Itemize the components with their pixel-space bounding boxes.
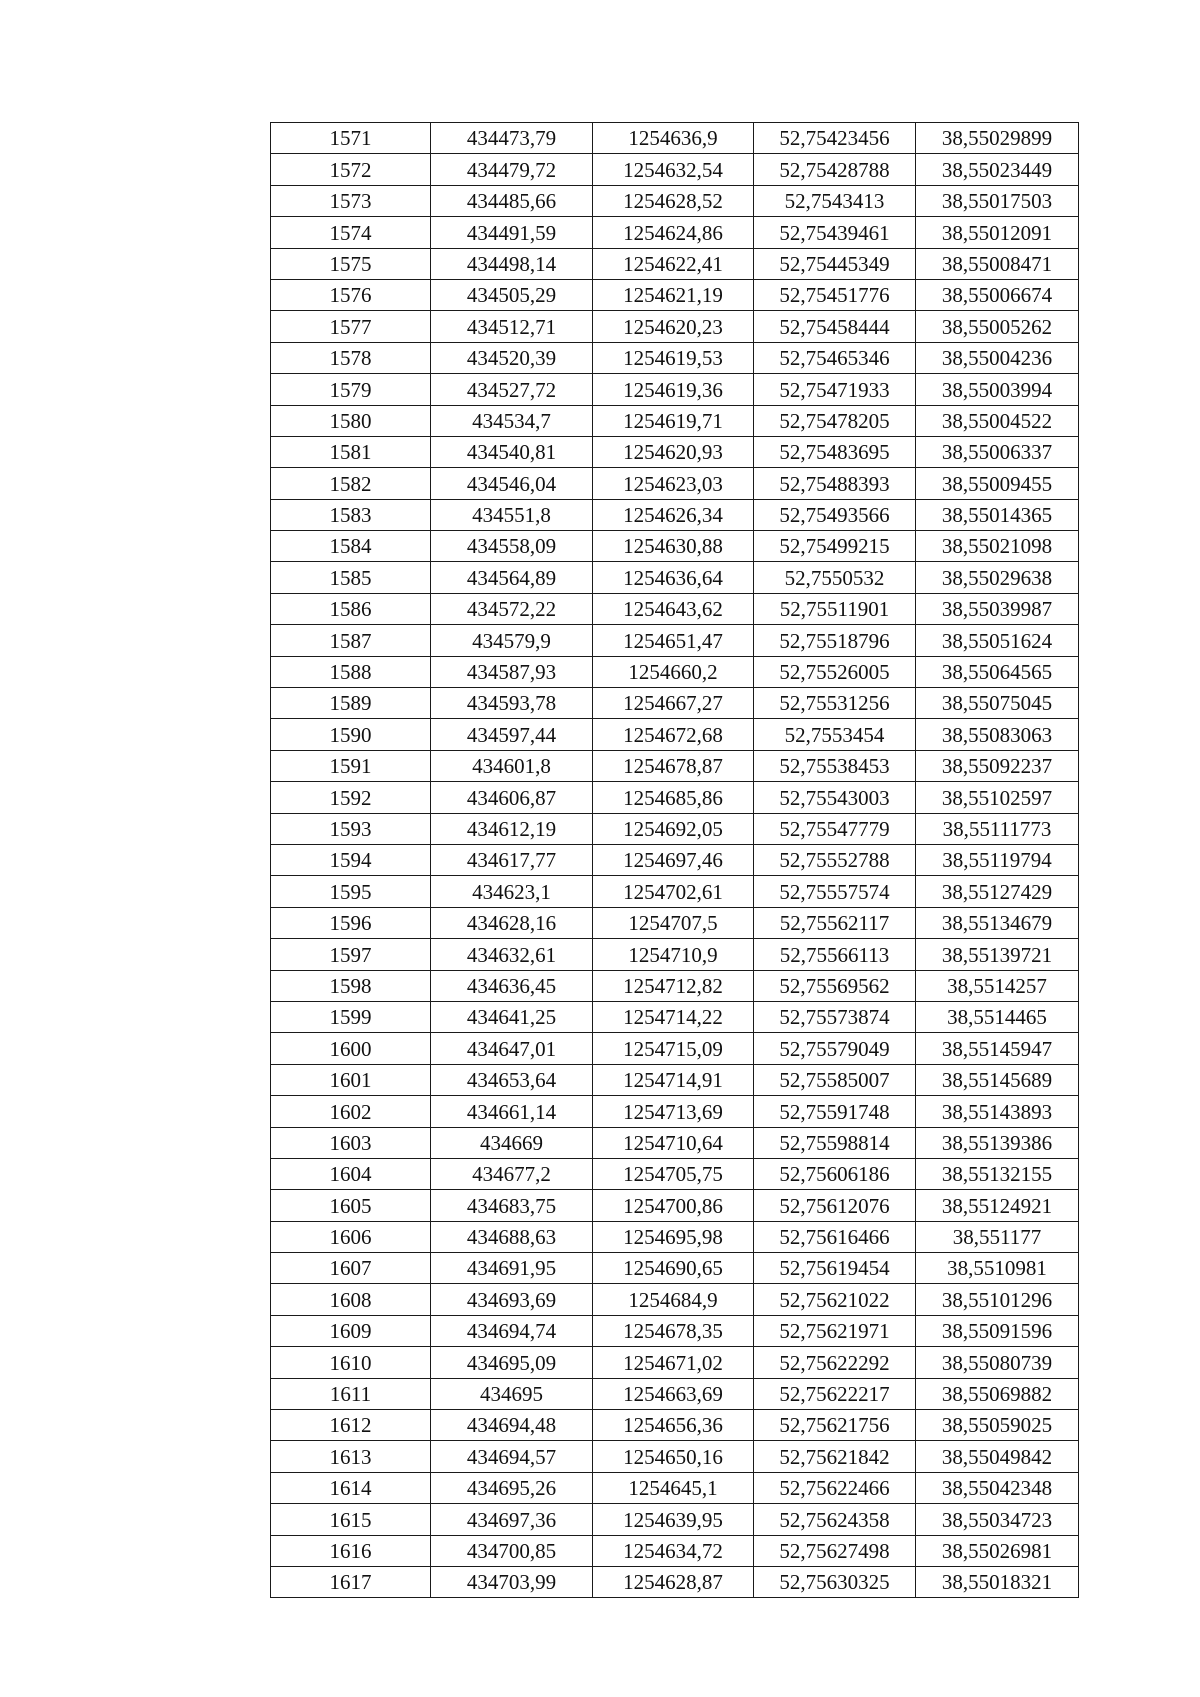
table-row [271, 1221, 1079, 1252]
y-coordinate-cell: 1254620,23 [593, 311, 754, 342]
latitude-cell: 52,75471933 [754, 374, 916, 405]
table-row [271, 1033, 1079, 1064]
table-row [271, 342, 1079, 373]
longitude-cell: 38,55049842 [916, 1441, 1079, 1472]
latitude-cell: 52,75591748 [754, 1096, 916, 1127]
point-number-cell: 1572 [271, 154, 431, 185]
y-coordinate-cell: 1254619,53 [593, 342, 754, 373]
longitude-cell: 38,55083063 [916, 719, 1079, 750]
latitude-cell: 52,75557574 [754, 876, 916, 907]
y-coordinate-cell: 1254714,91 [593, 1064, 754, 1095]
y-coordinate-cell: 1254651,47 [593, 625, 754, 656]
table-row [271, 123, 1079, 154]
point-number-cell: 1607 [271, 1253, 431, 1284]
table-row [271, 1472, 1079, 1503]
x-coordinate-cell: 434628,16 [431, 907, 593, 938]
x-coordinate-cell: 434691,95 [431, 1253, 593, 1284]
point-number-cell: 1606 [271, 1221, 431, 1252]
table-row [271, 1378, 1079, 1409]
point-number-cell: 1616 [271, 1535, 431, 1566]
latitude-cell: 52,75579049 [754, 1033, 916, 1064]
table-row [271, 750, 1079, 781]
x-coordinate-cell: 434677,2 [431, 1158, 593, 1189]
latitude-cell: 52,75547779 [754, 813, 916, 844]
latitude-cell: 52,75518796 [754, 625, 916, 656]
longitude-cell: 38,55139721 [916, 939, 1079, 970]
longitude-cell: 38,55127429 [916, 876, 1079, 907]
latitude-cell: 52,75531256 [754, 688, 916, 719]
point-number-cell: 1580 [271, 405, 431, 436]
point-number-cell: 1599 [271, 1001, 431, 1032]
longitude-cell: 38,55003994 [916, 374, 1079, 405]
latitude-cell: 52,75630325 [754, 1566, 916, 1597]
point-number-cell: 1573 [271, 185, 431, 216]
latitude-cell: 52,75627498 [754, 1535, 916, 1566]
y-coordinate-cell: 1254695,98 [593, 1221, 754, 1252]
table-row [271, 1535, 1079, 1566]
latitude-cell: 52,75439461 [754, 217, 916, 248]
x-coordinate-cell: 434647,01 [431, 1033, 593, 1064]
x-coordinate-cell: 434697,36 [431, 1504, 593, 1535]
x-coordinate-cell: 434641,25 [431, 1001, 593, 1032]
point-number-cell: 1579 [271, 374, 431, 405]
x-coordinate-cell: 434593,78 [431, 688, 593, 719]
longitude-cell: 38,55009455 [916, 468, 1079, 499]
y-coordinate-cell: 1254621,19 [593, 279, 754, 310]
y-coordinate-cell: 1254624,86 [593, 217, 754, 248]
latitude-cell: 52,75612076 [754, 1190, 916, 1221]
x-coordinate-cell: 434694,74 [431, 1315, 593, 1346]
longitude-cell: 38,55042348 [916, 1472, 1079, 1503]
x-coordinate-cell: 434632,61 [431, 939, 593, 970]
longitude-cell: 38,55029638 [916, 562, 1079, 593]
longitude-cell: 38,55075045 [916, 688, 1079, 719]
y-coordinate-cell: 1254630,88 [593, 531, 754, 562]
table-row [271, 1315, 1079, 1346]
longitude-cell: 38,55021098 [916, 531, 1079, 562]
point-number-cell: 1589 [271, 688, 431, 719]
longitude-cell: 38,55023449 [916, 154, 1079, 185]
y-coordinate-cell: 1254685,86 [593, 782, 754, 813]
point-number-cell: 1584 [271, 531, 431, 562]
table-row [271, 531, 1079, 562]
latitude-cell: 52,75423456 [754, 123, 916, 154]
latitude-cell: 52,75573874 [754, 1001, 916, 1032]
table-row [271, 1001, 1079, 1032]
table-row [271, 625, 1079, 656]
y-coordinate-cell: 1254619,71 [593, 405, 754, 436]
latitude-cell: 52,75543003 [754, 782, 916, 813]
table-row [271, 1441, 1079, 1472]
table-row [271, 939, 1079, 970]
table-row [271, 1504, 1079, 1535]
longitude-cell: 38,55069882 [916, 1378, 1079, 1409]
point-number-cell: 1617 [271, 1566, 431, 1597]
point-number-cell: 1588 [271, 656, 431, 687]
longitude-cell: 38,55034723 [916, 1504, 1079, 1535]
longitude-cell: 38,55014365 [916, 499, 1079, 530]
latitude-cell: 52,75465346 [754, 342, 916, 373]
longitude-cell: 38,55111773 [916, 813, 1079, 844]
y-coordinate-cell: 1254710,64 [593, 1127, 754, 1158]
point-number-cell: 1590 [271, 719, 431, 750]
latitude-cell: 52,75606186 [754, 1158, 916, 1189]
table-row [271, 1096, 1079, 1127]
latitude-cell: 52,75499215 [754, 531, 916, 562]
longitude-cell: 38,55012091 [916, 217, 1079, 248]
table-row [271, 876, 1079, 907]
y-coordinate-cell: 1254713,69 [593, 1096, 754, 1127]
y-coordinate-cell: 1254678,87 [593, 750, 754, 781]
x-coordinate-cell: 434695,26 [431, 1472, 593, 1503]
table-row [271, 562, 1079, 593]
x-coordinate-cell: 434669 [431, 1127, 593, 1158]
table-row [271, 1158, 1079, 1189]
y-coordinate-cell: 1254672,68 [593, 719, 754, 750]
longitude-cell: 38,55092237 [916, 750, 1079, 781]
point-number-cell: 1596 [271, 907, 431, 938]
table-row [271, 436, 1079, 467]
point-number-cell: 1581 [271, 436, 431, 467]
point-number-cell: 1582 [271, 468, 431, 499]
point-number-cell: 1609 [271, 1315, 431, 1346]
x-coordinate-cell: 434653,64 [431, 1064, 593, 1095]
longitude-cell: 38,55145689 [916, 1064, 1079, 1095]
point-number-cell: 1613 [271, 1441, 431, 1472]
latitude-cell: 52,75622292 [754, 1347, 916, 1378]
table-row [271, 499, 1079, 530]
x-coordinate-cell: 434558,09 [431, 531, 593, 562]
longitude-cell: 38,55064565 [916, 656, 1079, 687]
latitude-cell: 52,75451776 [754, 279, 916, 310]
point-number-cell: 1575 [271, 248, 431, 279]
point-number-cell: 1603 [271, 1127, 431, 1158]
coordinates-table-body [271, 123, 1079, 1598]
x-coordinate-cell: 434527,72 [431, 374, 593, 405]
x-coordinate-cell: 434695 [431, 1378, 593, 1409]
x-coordinate-cell: 434587,93 [431, 656, 593, 687]
latitude-cell: 52,75526005 [754, 656, 916, 687]
longitude-cell: 38,55006674 [916, 279, 1079, 310]
table-row [271, 185, 1079, 216]
latitude-cell: 52,75621022 [754, 1284, 916, 1315]
table-row [271, 844, 1079, 875]
longitude-cell: 38,55134679 [916, 907, 1079, 938]
y-coordinate-cell: 1254671,02 [593, 1347, 754, 1378]
longitude-cell: 38,55091596 [916, 1315, 1079, 1346]
x-coordinate-cell: 434597,44 [431, 719, 593, 750]
table-row [271, 1410, 1079, 1441]
x-coordinate-cell: 434700,85 [431, 1535, 593, 1566]
y-coordinate-cell: 1254628,87 [593, 1566, 754, 1597]
longitude-cell: 38,55051624 [916, 625, 1079, 656]
latitude-cell: 52,75538453 [754, 750, 916, 781]
point-number-cell: 1583 [271, 499, 431, 530]
point-number-cell: 1608 [271, 1284, 431, 1315]
y-coordinate-cell: 1254639,95 [593, 1504, 754, 1535]
point-number-cell: 1611 [271, 1378, 431, 1409]
y-coordinate-cell: 1254620,93 [593, 436, 754, 467]
latitude-cell: 52,75622466 [754, 1472, 916, 1503]
x-coordinate-cell: 434601,8 [431, 750, 593, 781]
point-number-cell: 1576 [271, 279, 431, 310]
point-number-cell: 1586 [271, 593, 431, 624]
point-number-cell: 1604 [271, 1158, 431, 1189]
y-coordinate-cell: 1254656,36 [593, 1410, 754, 1441]
y-coordinate-cell: 1254626,34 [593, 499, 754, 530]
point-number-cell: 1585 [271, 562, 431, 593]
table-row [271, 782, 1079, 813]
x-coordinate-cell: 434695,09 [431, 1347, 593, 1378]
y-coordinate-cell: 1254663,69 [593, 1378, 754, 1409]
point-number-cell: 1610 [271, 1347, 431, 1378]
latitude-cell: 52,75478205 [754, 405, 916, 436]
table-row [271, 374, 1079, 405]
table-row [271, 656, 1079, 687]
x-coordinate-cell: 434520,39 [431, 342, 593, 373]
latitude-cell: 52,7553454 [754, 719, 916, 750]
latitude-cell: 52,75585007 [754, 1064, 916, 1095]
x-coordinate-cell: 434661,14 [431, 1096, 593, 1127]
x-coordinate-cell: 434572,22 [431, 593, 593, 624]
y-coordinate-cell: 1254715,09 [593, 1033, 754, 1064]
point-number-cell: 1612 [271, 1410, 431, 1441]
point-number-cell: 1614 [271, 1472, 431, 1503]
y-coordinate-cell: 1254636,9 [593, 123, 754, 154]
longitude-cell: 38,55005262 [916, 311, 1079, 342]
x-coordinate-cell: 434534,7 [431, 405, 593, 436]
x-coordinate-cell: 434491,59 [431, 217, 593, 248]
latitude-cell: 52,75619454 [754, 1253, 916, 1284]
x-coordinate-cell: 434505,29 [431, 279, 593, 310]
y-coordinate-cell: 1254690,65 [593, 1253, 754, 1284]
latitude-cell: 52,75621842 [754, 1441, 916, 1472]
longitude-cell: 38,5510981 [916, 1253, 1079, 1284]
longitude-cell: 38,55006337 [916, 436, 1079, 467]
y-coordinate-cell: 1254623,03 [593, 468, 754, 499]
y-coordinate-cell: 1254702,61 [593, 876, 754, 907]
x-coordinate-cell: 434683,75 [431, 1190, 593, 1221]
x-coordinate-cell: 434512,71 [431, 311, 593, 342]
longitude-cell: 38,55059025 [916, 1410, 1079, 1441]
latitude-cell: 52,75488393 [754, 468, 916, 499]
point-number-cell: 1597 [271, 939, 431, 970]
table-row [271, 1064, 1079, 1095]
y-coordinate-cell: 1254650,16 [593, 1441, 754, 1472]
longitude-cell: 38,55026981 [916, 1535, 1079, 1566]
x-coordinate-cell: 434636,45 [431, 970, 593, 1001]
longitude-cell: 38,55124921 [916, 1190, 1079, 1221]
x-coordinate-cell: 434617,77 [431, 844, 593, 875]
y-coordinate-cell: 1254660,2 [593, 656, 754, 687]
table-row [271, 970, 1079, 1001]
point-number-cell: 1605 [271, 1190, 431, 1221]
table-row [271, 593, 1079, 624]
y-coordinate-cell: 1254707,5 [593, 907, 754, 938]
x-coordinate-cell: 434546,04 [431, 468, 593, 499]
longitude-cell: 38,5514257 [916, 970, 1079, 1001]
point-number-cell: 1615 [271, 1504, 431, 1535]
latitude-cell: 52,75493566 [754, 499, 916, 530]
longitude-cell: 38,55132155 [916, 1158, 1079, 1189]
longitude-cell: 38,55119794 [916, 844, 1079, 875]
y-coordinate-cell: 1254678,35 [593, 1315, 754, 1346]
table-row [271, 279, 1079, 310]
longitude-cell: 38,551177 [916, 1221, 1079, 1252]
longitude-cell: 38,55029899 [916, 123, 1079, 154]
longitude-cell: 38,55017503 [916, 185, 1079, 216]
latitude-cell: 52,7550532 [754, 562, 916, 593]
y-coordinate-cell: 1254712,82 [593, 970, 754, 1001]
point-number-cell: 1601 [271, 1064, 431, 1095]
latitude-cell: 52,75621756 [754, 1410, 916, 1441]
table-row [271, 1284, 1079, 1315]
y-coordinate-cell: 1254622,41 [593, 248, 754, 279]
longitude-cell: 38,55018321 [916, 1566, 1079, 1597]
latitude-cell: 52,75569562 [754, 970, 916, 1001]
point-number-cell: 1598 [271, 970, 431, 1001]
y-coordinate-cell: 1254634,72 [593, 1535, 754, 1566]
latitude-cell: 52,75511901 [754, 593, 916, 624]
table-row [271, 813, 1079, 844]
table-row [271, 1253, 1079, 1284]
point-number-cell: 1593 [271, 813, 431, 844]
point-number-cell: 1595 [271, 876, 431, 907]
longitude-cell: 38,55143893 [916, 1096, 1079, 1127]
y-coordinate-cell: 1254645,1 [593, 1472, 754, 1503]
latitude-cell: 52,75458444 [754, 311, 916, 342]
x-coordinate-cell: 434694,57 [431, 1441, 593, 1472]
longitude-cell: 38,55145947 [916, 1033, 1079, 1064]
longitude-cell: 38,55102597 [916, 782, 1079, 813]
y-coordinate-cell: 1254632,54 [593, 154, 754, 185]
point-number-cell: 1602 [271, 1096, 431, 1127]
longitude-cell: 38,55139386 [916, 1127, 1079, 1158]
x-coordinate-cell: 434551,8 [431, 499, 593, 530]
x-coordinate-cell: 434612,19 [431, 813, 593, 844]
x-coordinate-cell: 434623,1 [431, 876, 593, 907]
y-coordinate-cell: 1254667,27 [593, 688, 754, 719]
longitude-cell: 38,55004522 [916, 405, 1079, 436]
point-number-cell: 1578 [271, 342, 431, 373]
latitude-cell: 52,75616466 [754, 1221, 916, 1252]
y-coordinate-cell: 1254714,22 [593, 1001, 754, 1032]
x-coordinate-cell: 434473,79 [431, 123, 593, 154]
latitude-cell: 52,75428788 [754, 154, 916, 185]
table-row [271, 1190, 1079, 1221]
table-row [271, 311, 1079, 342]
y-coordinate-cell: 1254684,9 [593, 1284, 754, 1315]
y-coordinate-cell: 1254692,05 [593, 813, 754, 844]
point-number-cell: 1587 [271, 625, 431, 656]
longitude-cell: 38,55004236 [916, 342, 1079, 373]
y-coordinate-cell: 1254628,52 [593, 185, 754, 216]
point-number-cell: 1571 [271, 123, 431, 154]
table-row [271, 907, 1079, 938]
x-coordinate-cell: 434498,14 [431, 248, 593, 279]
y-coordinate-cell: 1254700,86 [593, 1190, 754, 1221]
table-row [271, 719, 1079, 750]
table-row [271, 1566, 1079, 1597]
point-number-cell: 1600 [271, 1033, 431, 1064]
x-coordinate-cell: 434579,9 [431, 625, 593, 656]
latitude-cell: 52,75624358 [754, 1504, 916, 1535]
y-coordinate-cell: 1254619,36 [593, 374, 754, 405]
x-coordinate-cell: 434540,81 [431, 436, 593, 467]
point-number-cell: 1574 [271, 217, 431, 248]
coordinates-table [270, 122, 1079, 1598]
x-coordinate-cell: 434703,99 [431, 1566, 593, 1597]
x-coordinate-cell: 434693,69 [431, 1284, 593, 1315]
table-row [271, 688, 1079, 719]
latitude-cell: 52,75598814 [754, 1127, 916, 1158]
table-row [271, 217, 1079, 248]
table-row [271, 154, 1079, 185]
x-coordinate-cell: 434479,72 [431, 154, 593, 185]
longitude-cell: 38,55008471 [916, 248, 1079, 279]
x-coordinate-cell: 434606,87 [431, 782, 593, 813]
longitude-cell: 38,5514465 [916, 1001, 1079, 1032]
longitude-cell: 38,55101296 [916, 1284, 1079, 1315]
latitude-cell: 52,75552788 [754, 844, 916, 875]
latitude-cell: 52,75445349 [754, 248, 916, 279]
x-coordinate-cell: 434688,63 [431, 1221, 593, 1252]
x-coordinate-cell: 434485,66 [431, 185, 593, 216]
table-row [271, 468, 1079, 499]
y-coordinate-cell: 1254710,9 [593, 939, 754, 970]
latitude-cell: 52,75562117 [754, 907, 916, 938]
point-number-cell: 1594 [271, 844, 431, 875]
latitude-cell: 52,75566113 [754, 939, 916, 970]
x-coordinate-cell: 434564,89 [431, 562, 593, 593]
table-row [271, 405, 1079, 436]
latitude-cell: 52,7543413 [754, 185, 916, 216]
y-coordinate-cell: 1254636,64 [593, 562, 754, 593]
latitude-cell: 52,75483695 [754, 436, 916, 467]
table-row [271, 248, 1079, 279]
longitude-cell: 38,55039987 [916, 593, 1079, 624]
table-row [271, 1127, 1079, 1158]
y-coordinate-cell: 1254643,62 [593, 593, 754, 624]
y-coordinate-cell: 1254697,46 [593, 844, 754, 875]
point-number-cell: 1577 [271, 311, 431, 342]
latitude-cell: 52,75621971 [754, 1315, 916, 1346]
y-coordinate-cell: 1254705,75 [593, 1158, 754, 1189]
table-row [271, 1347, 1079, 1378]
point-number-cell: 1591 [271, 750, 431, 781]
longitude-cell: 38,55080739 [916, 1347, 1079, 1378]
x-coordinate-cell: 434694,48 [431, 1410, 593, 1441]
point-number-cell: 1592 [271, 782, 431, 813]
latitude-cell: 52,75622217 [754, 1378, 916, 1409]
